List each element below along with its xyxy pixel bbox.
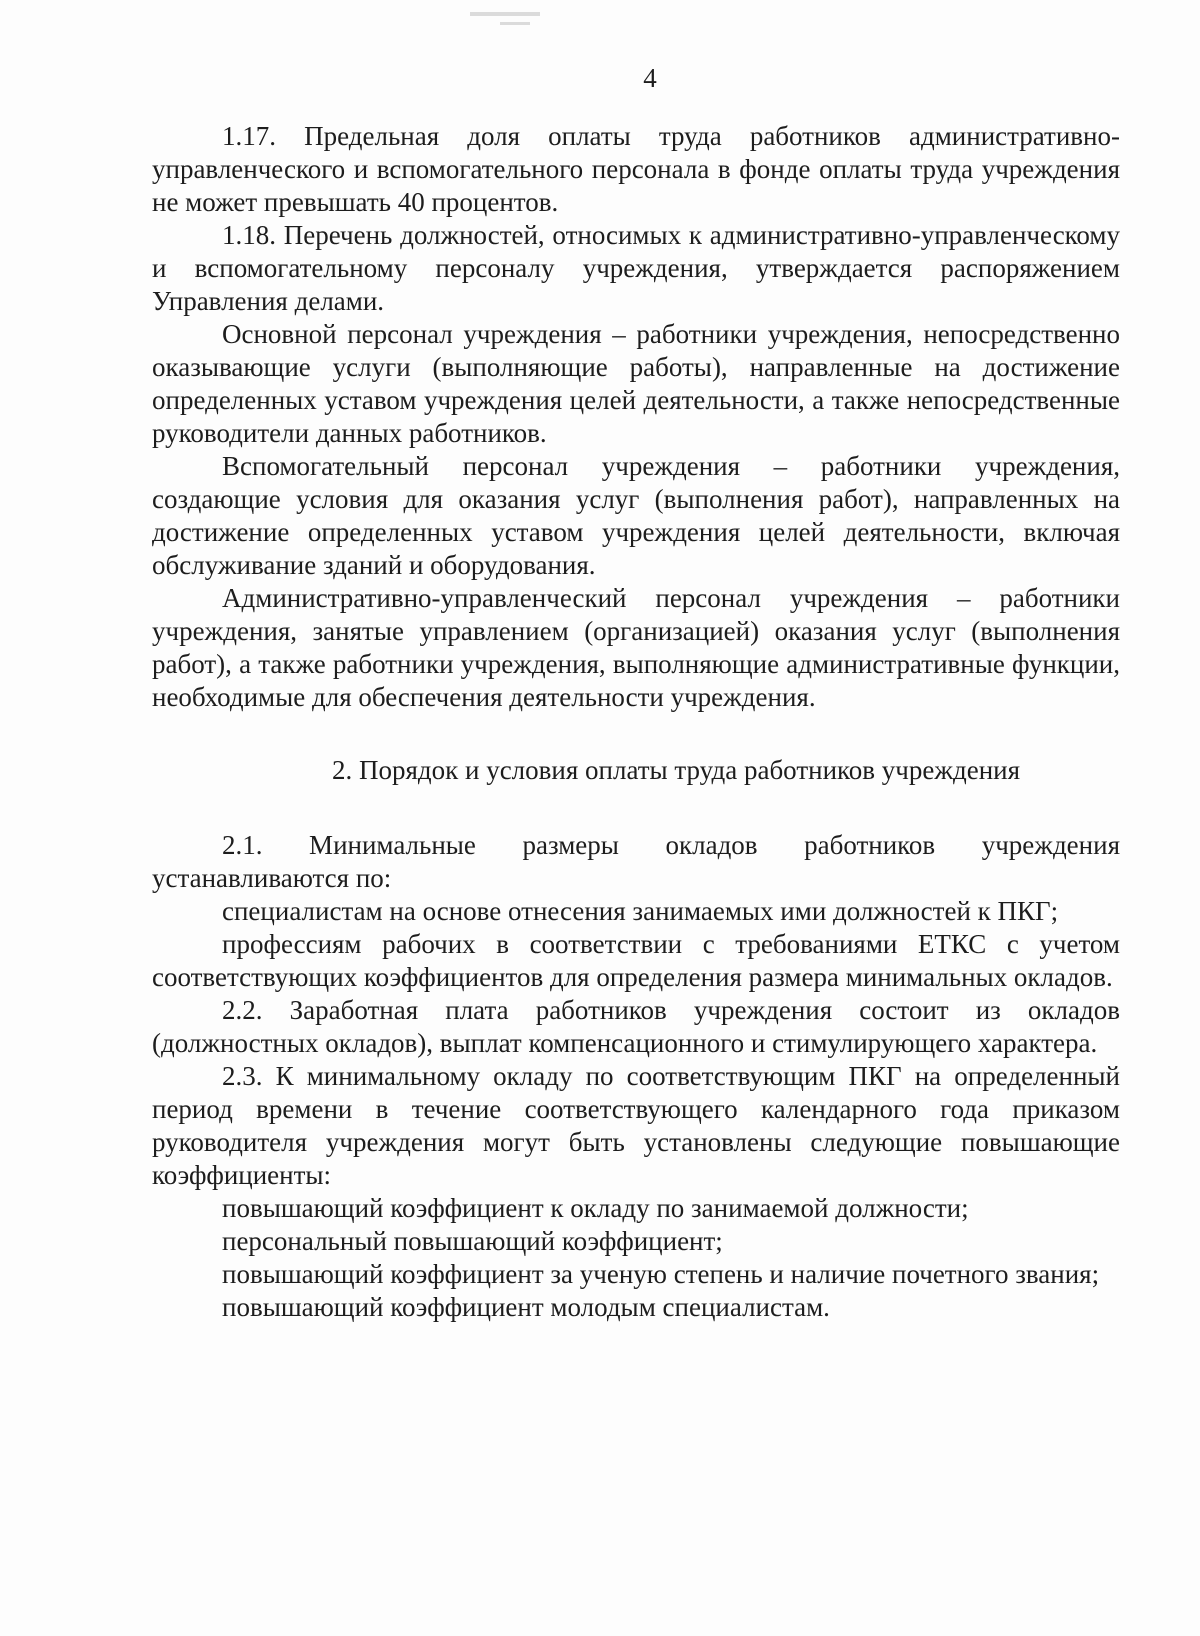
list-item-specialists: специалистам на основе отнесения занимаемых ими должностей к ПКГ;: [222, 896, 1059, 926]
list-item-personal-coefficient: персональный повышающий коэффициент;: [222, 1226, 723, 1256]
paragraph-2-1: 2.1. Минимальные размеры окладов работников учреждения устанавливаются по:: [152, 830, 1120, 893]
section-title: 2. Порядок и условия оплаты труда работников учреждения: [331, 755, 1021, 785]
list-item-degree-coefficient: повышающий коэффициент за ученую степень и наличие почетного звания;: [222, 1259, 1100, 1289]
list-item-workers: профессиям рабочих в соответствии с требованиями ЕТКС с учетом соответствующих коэффициентов для определения размера минимальных окладов.: [152, 929, 1120, 992]
paragraph-support-staff: Вспомогательный персонал учреждения – работники учреждения, создающие условия для оказания услуг (выполнения работ), направленных на достижение определенных уставом учреждения целей деятельности, включая обслуживание зданий и оборудования.: [152, 451, 1120, 580]
paragraph-2-2: 2.2. Заработная плата работников учреждения состоит из окладов (должностных окладов), выплат компенсационного и стимулирующего характера.: [152, 995, 1120, 1058]
document-body: [152, 120, 1120, 1324]
page-number: 4: [643, 63, 657, 93]
scan-speck: [500, 22, 530, 25]
paragraph-main-staff: Основной персонал учреждения – работники учреждения, непосредственно оказывающие услуги (выполняющие работы), направленные на достижение определенных уставом учреждения целей деятельности, а также непосредственные руководители данных работников.: [152, 319, 1120, 448]
list-item-position-coefficient: повышающий коэффициент к окладу по занимаемой должности;: [222, 1193, 969, 1223]
paragraph-1-18: 1.18. Перечень должностей, относимых к административно-управленческому и вспомогательному персоналу учреждения, утверждается распоряжением Управления делами.: [152, 220, 1120, 316]
paragraph-2-3: 2.3. К минимальному окладу по соответствующим ПКГ на определенный период времени в течение соответствующего календарного года приказом руководителя учреждения могут быть установлены следующие повышающие коэффициенты:: [152, 1061, 1120, 1190]
list-item-young-specialist-coefficient: повышающий коэффициент молодым специалистам.: [222, 1292, 830, 1322]
paragraph-admin-staff: Административно-управленческий персонал учреждения – работники учреждения, занятые управлением (организацией) оказания услуг (выполнения работ), а также работники учреждения, выполняющие административные функции, необходимые для обеспечения деятельности учреждения.: [152, 583, 1120, 712]
paragraph-1-17: 1.17. Предельная доля оплаты труда работников административно-управленческого и вспомогательного персонала в фонде оплаты труда учреждения не может превышать 40 процентов.: [152, 121, 1120, 217]
scan-speck: [470, 12, 540, 16]
